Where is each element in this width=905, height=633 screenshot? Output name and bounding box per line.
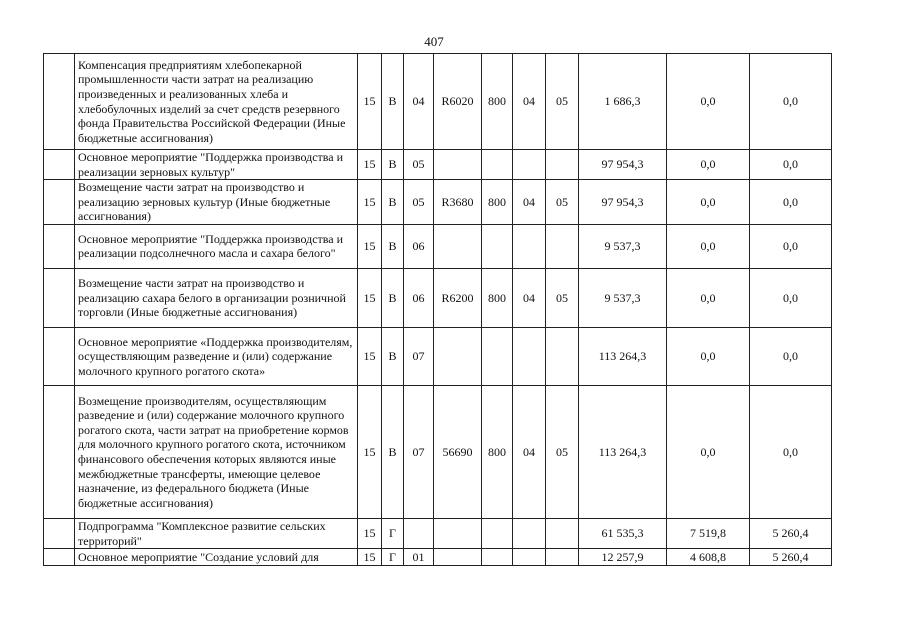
subprogram-code: В — [382, 54, 404, 150]
amount-year-2: 7 519,8 — [667, 518, 750, 548]
direction-code: R6200 — [434, 268, 482, 327]
table-row — [44, 518, 832, 548]
subprogram-code: В — [382, 385, 404, 518]
amount-year-1: 113 264,3 — [579, 385, 667, 518]
event-code: 04 — [404, 54, 434, 150]
subprogram-code: В — [382, 327, 404, 385]
amount-year-1: 97 954,3 — [579, 180, 667, 225]
index-cell — [44, 518, 75, 548]
index-cell — [44, 385, 75, 518]
row-description: Основное мероприятие "Поддержка производства и реализации подсолнечного масла и сахара белого" — [75, 224, 358, 268]
subsection-code — [546, 549, 579, 566]
program-code: 15 — [358, 385, 382, 518]
amount-year-2: 0,0 — [667, 224, 750, 268]
program-code: 15 — [358, 268, 382, 327]
table-row — [44, 385, 832, 518]
section-code — [513, 224, 546, 268]
event-code: 07 — [404, 327, 434, 385]
table-row — [44, 224, 832, 268]
amount-year-3: 0,0 — [750, 327, 832, 385]
event-code: 07 — [404, 385, 434, 518]
amount-year-3: 0,0 — [750, 150, 832, 180]
row-description: Возмещение части затрат на производство и реализацию сахара белого в организации розничной торговли (Иные бюджетные ассигнования) — [75, 268, 358, 327]
table-row — [44, 268, 832, 327]
direction-code: 56690 — [434, 385, 482, 518]
program-code: 15 — [358, 180, 382, 225]
expense-type-code — [482, 224, 513, 268]
expense-type-code: 800 — [482, 180, 513, 225]
amount-year-1: 9 537,3 — [579, 268, 667, 327]
program-code: 15 — [358, 518, 382, 548]
program-code: 15 — [358, 224, 382, 268]
section-code: 04 — [513, 385, 546, 518]
amount-year-2: 0,0 — [667, 327, 750, 385]
expense-type-code — [482, 327, 513, 385]
table-row — [44, 327, 832, 385]
direction-code — [434, 327, 482, 385]
direction-code — [434, 549, 482, 566]
table-body — [44, 54, 832, 566]
event-code: 06 — [404, 268, 434, 327]
expense-type-code — [482, 518, 513, 548]
expense-type-code: 800 — [482, 385, 513, 518]
expense-type-code — [482, 549, 513, 566]
expense-type-code: 800 — [482, 268, 513, 327]
row-description: Подпрограмма "Комплексное развитие сельских территорий" — [75, 518, 358, 548]
index-cell — [44, 549, 75, 566]
direction-code — [434, 150, 482, 180]
amount-year-3: 5 260,4 — [750, 549, 832, 566]
amount-year-3: 5 260,4 — [750, 518, 832, 548]
direction-code — [434, 224, 482, 268]
amount-year-2: 4 608,8 — [667, 549, 750, 566]
amount-year-1: 97 954,3 — [579, 150, 667, 180]
subprogram-code: Г — [382, 518, 404, 548]
budget-table — [43, 53, 832, 566]
subsection-code: 05 — [546, 180, 579, 225]
amount-year-2: 0,0 — [667, 268, 750, 327]
amount-year-1: 9 537,3 — [579, 224, 667, 268]
subsection-code: 05 — [546, 385, 579, 518]
direction-code: R3680 — [434, 180, 482, 225]
expense-type-code: 800 — [482, 54, 513, 150]
program-code: 15 — [358, 150, 382, 180]
subprogram-code: В — [382, 224, 404, 268]
subsection-code — [546, 150, 579, 180]
section-code — [513, 150, 546, 180]
subprogram-code: В — [382, 180, 404, 225]
table-row — [44, 180, 832, 225]
amount-year-3: 0,0 — [750, 268, 832, 327]
table-row — [44, 150, 832, 180]
section-code — [513, 518, 546, 548]
section-code — [513, 327, 546, 385]
row-description: Возмещение части затрат на производство и реализацию зерновых культур (Иные бюджетные ассигнования) — [75, 180, 358, 225]
amount-year-1: 113 264,3 — [579, 327, 667, 385]
program-code: 15 — [358, 54, 382, 150]
subprogram-code: В — [382, 268, 404, 327]
direction-code — [434, 518, 482, 548]
row-description: Возмещение производителям, осуществляющим разведение и (или) содержание молочного крупного рогатого скота, части затрат на приобретение кормов для молочного крупного рогатого скота, источником финансового обеспечения которых являются иные межбюджетные трансферты, имеющие целевое назначение, из федерального бюджета (Иные бюджетные ассигнования) — [75, 385, 358, 518]
direction-code: R6020 — [434, 54, 482, 150]
amount-year-2: 0,0 — [667, 54, 750, 150]
event-code — [404, 518, 434, 548]
subsection-code: 05 — [546, 54, 579, 150]
amount-year-1: 1 686,3 — [579, 54, 667, 150]
subsection-code — [546, 224, 579, 268]
table-row — [44, 54, 832, 150]
section-code: 04 — [513, 54, 546, 150]
event-code: 05 — [404, 150, 434, 180]
section-code — [513, 549, 546, 566]
index-cell — [44, 224, 75, 268]
amount-year-1: 61 535,3 — [579, 518, 667, 548]
table-row — [44, 549, 832, 566]
index-cell — [44, 180, 75, 225]
index-cell — [44, 268, 75, 327]
event-code: 06 — [404, 224, 434, 268]
amount-year-3: 0,0 — [750, 54, 832, 150]
amount-year-2: 0,0 — [667, 150, 750, 180]
row-description: Основное мероприятие "Создание условий для — [75, 549, 358, 566]
expense-type-code — [482, 150, 513, 180]
amount-year-2: 0,0 — [667, 180, 750, 225]
amount-year-3: 0,0 — [750, 224, 832, 268]
subsection-code — [546, 327, 579, 385]
event-code: 01 — [404, 549, 434, 566]
amount-year-3: 0,0 — [750, 180, 832, 225]
index-cell — [44, 150, 75, 180]
section-code: 04 — [513, 268, 546, 327]
amount-year-1: 12 257,9 — [579, 549, 667, 566]
section-code: 04 — [513, 180, 546, 225]
subprogram-code: В — [382, 150, 404, 180]
subsection-code — [546, 518, 579, 548]
row-description: Основное мероприятие «Поддержка производителям, осуществляющим разведение и (или) содержание молочного крупного рогатого скота» — [75, 327, 358, 385]
program-code: 15 — [358, 549, 382, 566]
page-number: 407 — [424, 34, 444, 49]
subprogram-code: Г — [382, 549, 404, 566]
row-description: Основное мероприятие "Поддержка производства и реализации зерновых культур" — [75, 150, 358, 180]
index-cell — [44, 54, 75, 150]
amount-year-3: 0,0 — [750, 385, 832, 518]
program-code: 15 — [358, 327, 382, 385]
row-description: Компенсация предприятиям хлебопекарной промышленности части затрат на реализацию произведенных и реализованных хлеба и хлебобулочных изделий за счет средств резервного фонда Правительства Российской Федерации (Иные бюджетные ассигнования) — [75, 54, 358, 150]
amount-year-2: 0,0 — [667, 385, 750, 518]
event-code: 05 — [404, 180, 434, 225]
index-cell — [44, 327, 75, 385]
subsection-code: 05 — [546, 268, 579, 327]
